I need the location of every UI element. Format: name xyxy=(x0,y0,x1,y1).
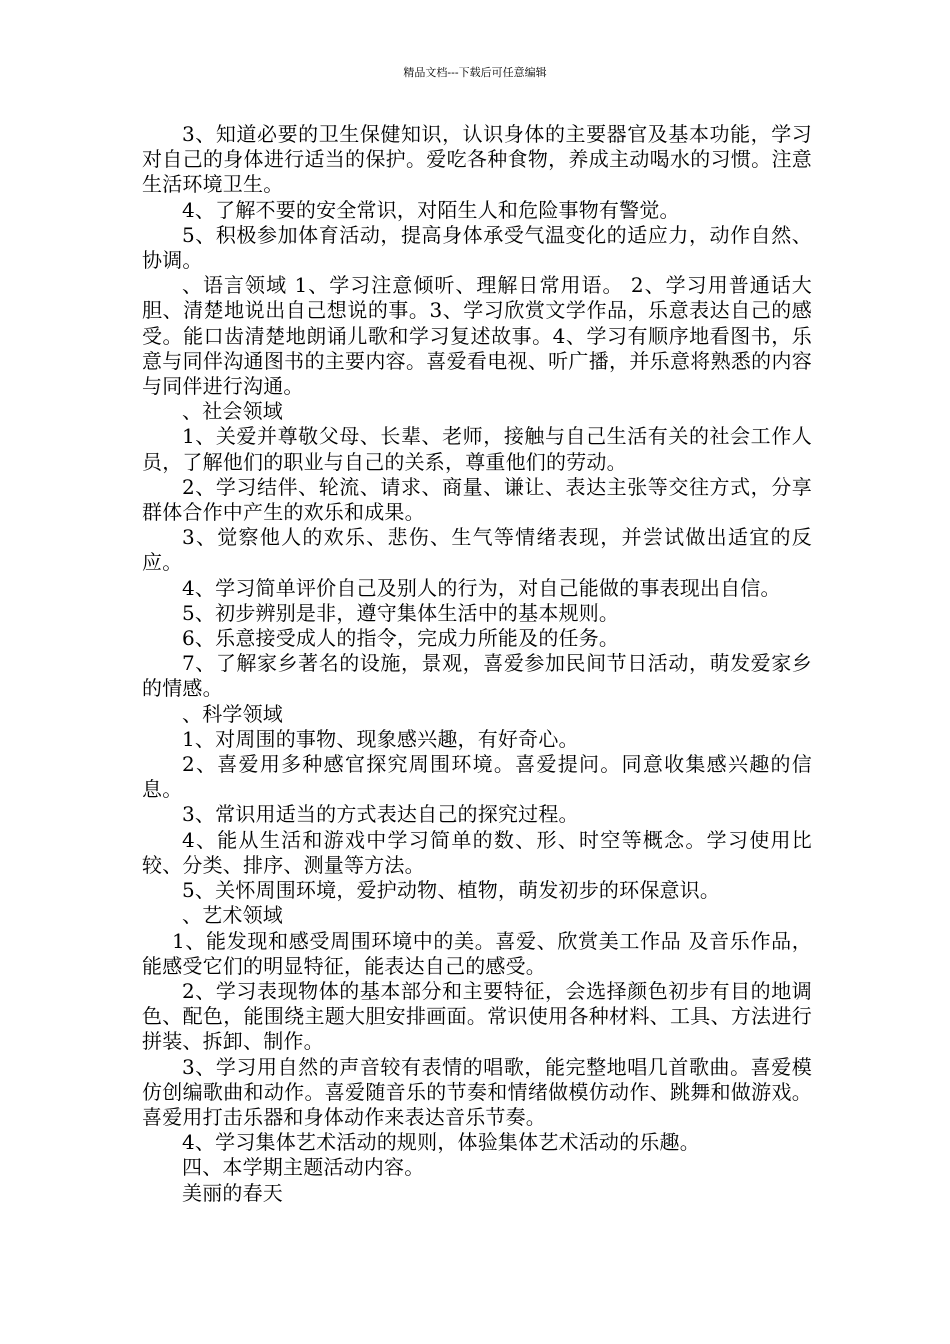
paragraph-science-5: 5、关怀周围环境，爱护动物、植物，萌发初步的环保意识。 xyxy=(182,878,721,903)
paragraph-social-7: 7、了解家乡著名的设施，景观，喜爱参加民间节日活动，萌发爱家乡的情感。 xyxy=(142,651,812,701)
paragraph-social-6: 6、乐意接受成人的指令，完成力所能及的任务。 xyxy=(182,626,620,651)
paragraph-social-5: 5、初步辨别是非，遵守集体生活中的基本规则。 xyxy=(182,600,620,625)
paragraph-health-4: 4、了解不要的安全常识，对陌生人和危险事物有警觉。 xyxy=(182,197,680,222)
paragraph-health-5: 5、积极参加体育活动，提高身体承受气温变化的适应力，动作自然、协调。 xyxy=(142,222,812,273)
section-heading-art: 、艺术领域 xyxy=(182,903,283,928)
paragraph-art-1: 1、能发现和感受周围环境中的美。喜爱、欣赏美工作品 及音乐作品，能感受它们的明显特征，能表达自己的感受。 xyxy=(142,928,812,978)
paragraph-social-2: 2、学习结伴、轮流、请求、商量、谦让、表达主张等交往方式，分享群体合作中产生的欢乐和成果。 xyxy=(142,474,812,525)
paragraph-science-4: 4、能从生活和游戏中学习简单的数、形、时空等概念。学习使用比较、分类、排序、测量等方法。 xyxy=(142,827,812,877)
paragraph-health-3: 3、知道必要的卫生保健知识，认识身体的主要器官及基本功能，学习对自己的身体进行适当的保护。爱吃各种食物，养成主动喝水的习惯。注意生活环境卫生。 xyxy=(142,122,812,197)
paragraph-social-1: 1、关爱并尊敬父母、长辈、老师，接触与自己生活有关的社会工作人员，了解他们的职业与自己的关系，尊重他们的劳动。 xyxy=(142,424,812,474)
section-language: 、语言领域 1、学习注意倾听、理解日常用语。 2、学习用普通话大胆、清楚地说出自己想说的事。3、学习欣赏文学作品，乐意表达自己的感受。能口齿清楚地朗诵儿歌和学习复述故事。4、学习有顺序地看图书，乐意与同伴沟通图书的主要内容。喜爱看电视、听广播，并乐意将熟悉的内容与同伴进行沟通。 xyxy=(142,273,812,399)
paragraph-art-2: 2、学习表现物体的基本部分和主要特征，会选择颜色初步有目的地调色、配色，能围绕主题大胆安排画面。常识使用各种材料、工具、方法进行拼装、拆卸、制作。 xyxy=(142,978,812,1054)
paragraph-science-1: 1、对周围的事物、现象感兴趣，有好奇心。 xyxy=(182,726,579,751)
theme-title: 美丽的春天 xyxy=(182,1180,283,1205)
paragraph-art-4: 4、学习集体艺术活动的规则，体验集体艺术活动的乐趣。 xyxy=(182,1130,700,1155)
section-heading-themes: 四、本学期主题活动内容。 xyxy=(182,1155,425,1180)
paragraph-social-3: 3、觉察他人的欢乐、悲伤、生气等情绪表现，并尝试做出适宜的反应。 xyxy=(142,525,812,575)
document-body xyxy=(142,122,812,1206)
paragraph-art-3: 3、学习用自然的声音较有表情的唱歌，能完整地唱几首歌曲。喜爱模仿创编歌曲和动作。喜爱随音乐的节奏和情绪做模仿动作、跳舞和做游戏。喜爱用打击乐器和身体动作来表达音乐节奏。 xyxy=(142,1054,812,1129)
paragraph-social-4: 4、学习简单评价自己及别人的行为，对自己能做的事表现出自信。 xyxy=(182,575,781,600)
paragraph-science-2: 2、喜爱用多种感官探究周围环境。喜爱提问。同意收集感兴趣的信息。 xyxy=(142,752,812,802)
section-heading-social: 、社会领域 xyxy=(182,399,283,424)
page-header: 精品文档---下载后可任意编辑 xyxy=(403,66,547,79)
section-heading-science: 、科学领域 xyxy=(182,701,283,726)
paragraph-science-3: 3、常识用适当的方式表达自己的探究过程。 xyxy=(182,802,579,827)
